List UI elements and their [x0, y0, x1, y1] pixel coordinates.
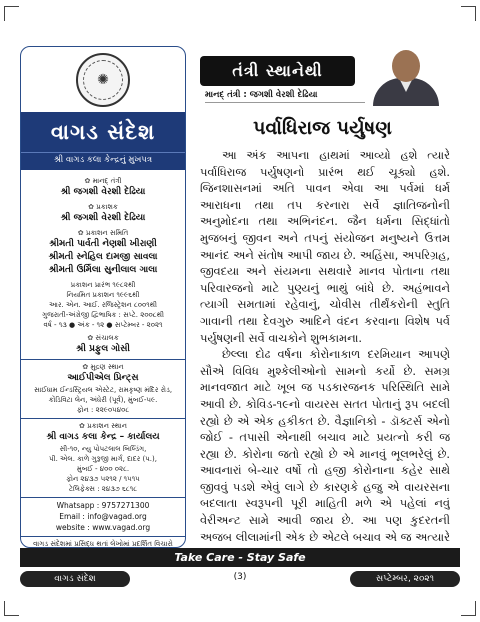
office-block: [27, 421, 179, 494]
emblem-icon: ✺: [83, 60, 123, 100]
website-address: website : www.vagad.org: [55, 523, 151, 532]
office-address-line: પી. એલ. કાળે ગુરૂજી માર્ગ, દાદર (પ.),: [49, 455, 157, 463]
sanchalak-label: ✿ સંચાલક: [27, 333, 179, 343]
editorial-byline: માનદ્ તંત્રી : જગશી વેરશી દેઢિયા: [205, 90, 365, 103]
reg-line: ગુજરાતી-અંગ્રેજી દ્વિભાષિક : સપ્ટે. ૨૦૦૮થી: [42, 311, 164, 319]
whatsapp-number: Whatsapp : 9757271300: [56, 501, 150, 510]
editor-name: શ્રી જગશી વેરશી દેઢિયા: [60, 187, 146, 197]
print-label: ✿ મુદ્રણ સ્થાન: [27, 362, 179, 372]
committee-member: શ્રીમતી સ્નેહિલ દામજી સાવલા: [48, 252, 158, 262]
crop-mark-bottom-right: [461, 601, 476, 616]
editor-photo-head: [392, 50, 420, 82]
page-number: (3): [233, 572, 247, 582]
publisher-name: શ્રી જગશી વેરશી દેઢિયા: [60, 213, 146, 223]
divider: [21, 536, 185, 537]
masthead-sidebar: [20, 46, 186, 548]
committee-member: શ્રીમતી ઉર્મિલા સુનીલાલ ગાલા: [48, 265, 158, 275]
printer-block: [27, 362, 179, 415]
article-body: [200, 147, 450, 543]
footer-issue-date: સપ્ટેમ્બર, ૨૦૨૧: [350, 571, 460, 587]
sanchalak-name: શ્રી પ્રફુલ ગોસી: [76, 344, 130, 354]
editor-block: [27, 176, 179, 199]
office-phone: ફોન ૨૪૩૭ ૫૨૧૨ / ૧૫૧૫: [66, 475, 140, 483]
divider: [21, 497, 185, 498]
office-label: ✿ પ્રકાશન સ્થાન: [27, 421, 179, 431]
masthead-title: વાગડ સંદેશ: [21, 112, 185, 152]
crop-mark-top-left: [4, 6, 19, 21]
committee-member: શ્રીમતી પાર્વતી નેણશી ખીરાણી: [49, 239, 157, 249]
publisher-label: ✿ પ્રકાશક: [27, 202, 179, 212]
footer-tagline: Take Care - Stay Safe: [20, 548, 460, 567]
committee-block: [27, 228, 179, 277]
disclaimer-note: વાગડ સંદેશમાં પ્રસિદ્ધ થતાં લેખોમાં પ્રદર્શિત વિચારો: [33, 540, 173, 548]
press-address-line: કોંડિવિટા લેન, અંધેરી (પૂર્વ), મુંબઈ-૫૯.: [48, 396, 158, 404]
article-paragraph: આ અંક આપના હાથમાં આવ્યો હશે ત્યારે પર્વાધિરાજ પર્યુષણનો પ્રારંભ થઈ ચૂક્યો હશે. જિનશાસનમાં અતિ પાવન એવા આ પર્વમાં ધર્મ આરાધના તથા તપ કરનારા સર્વે જ્ઞાતિજનોની અનુમોદના તથા અભિનંદન. જૈન ધર્મના સિદ્ધાંતો મુજબનું જીવન અને તપનું સંયોજન મનુષ્યને ઉત્તમ આનંદ અને સંતોષ આપી જાય છે. અહિંસા, અપરિગ્રહ, જીવદયા અને સંયમના સથવારે માનવ પોતાના તથા પરિવારજનો માટે પુણ્યનું ભાથું બાંધે છે. અહંભાવને ત્યાગી સમતામાં રહેવાનું, ચોવીસ તીર્થંકરોની સ્તુતિ ગાવાની તથા દેવગુરુ આદિને વંદન કરવાના વિશેષ પર્વ પર્યુષણની સર્વે વાચકોને શુભકામના.: [200, 148, 450, 345]
office-address-line: સી-૧૦, ન્યુ પોપટલાલ બિલ્ડિંગ,: [59, 445, 147, 453]
press-phone: ફોન : ૨૨૯૦૫૪૦૮: [76, 406, 130, 414]
press-name: આઈપીએલ પ્રિન્ટ્સ: [67, 373, 139, 383]
office-address-line: મુંબઈ - ૪૦૦ ૦૨૮.: [76, 465, 130, 473]
divider: [21, 359, 185, 360]
imprint: [21, 170, 185, 548]
office-name: શ્રી વાગડ કલા કેન્દ્ર – કાર્યાલય: [46, 432, 160, 442]
editor-label: ✿ માનદ્ તંત્રી: [27, 176, 179, 186]
editor-photo: [368, 46, 443, 106]
article-paragraph: છેલ્લા દોઢ વર્ષના કોરોનાકાળ દરમિયાન આપણે સૌએ વિવિધ મુશ્કેલીઓનો સામનો કર્યો છે. સમગ્ર માનવજાત માટે ખૂબ જ પડકારજનક પરિસ્થિતિ સામે આવી છે. કોવિડ-૧૯નો વાયરસ સતત પોતાનું રૂપ બદલી રહ્યો છે એ એક હકીકત છે. વૈજ્ઞાનિકો - ડૉક્ટર્સ એનો જોઈ - તપાસી એનાથી બચાવ માટે પ્રયત્નો કરી જ રહ્યા છે. કોરોના જતો રહ્યો છે એ માનવું ભૂલભરેલું છે. આવનારાં બે-ચાર વર્ષો તો હજી કોરોનાના કહેર સાથે જીવવું પડશે એવું લાગે છે કારણકે હજુ એ વાયરસના બદલાતા સ્વરૂપની પૂરી માહિતી મળે એ પહેલાં નવું વેરીઅન્ટ સામે આવી જાય છે. આ પણ કુદરતની અજબ લીલામાંની એક છે એટલે બચાવ એ જ અત્યારે: [200, 347, 450, 543]
contact-block: [27, 500, 179, 533]
email-address: Email : info@vagad.org: [59, 512, 147, 521]
crop-mark-bottom-left: [4, 601, 19, 616]
vagad-kala-kendra-logo: [76, 53, 130, 107]
divider: [21, 418, 185, 419]
editorial-banner: તંત્રી સ્થાનેથી: [200, 56, 355, 86]
reg-line: નિયમિત પ્રકાશન ૧૯૯૬થી: [66, 291, 140, 299]
registration-block: [27, 280, 179, 330]
sanchalak-block: [27, 333, 179, 356]
crop-mark-top-right: [461, 6, 476, 21]
logo-area: [21, 47, 185, 112]
article-title: પર્વાધિરાજ પર્યુષણ: [253, 117, 392, 139]
masthead-tagline: શ્રી વાગડ કલા કેન્દ્રનું મુખપત્ર: [21, 152, 185, 170]
publisher-block: [27, 202, 179, 225]
press-address-line: સાઈધામ ઈન્ડસ્ટ્રિયલ એસ્ટેટ, રામકૃષ્ણ મંદિર રોડ,: [33, 386, 173, 394]
reg-line: પ્રકાશન પ્રારંભ ૧૯૮૨થી: [70, 281, 136, 289]
issue-line: વર્ષ - ૧૩ ● અંક - ૧૨ ● સપ્ટેમ્બર - ૨૦૨૧: [43, 321, 163, 329]
footer-publication-name: વાગડ સંદેશ: [20, 571, 130, 587]
office-telefax: ટેલિફેક્સ : ૨૪૩૭ ૬૮૧૮: [68, 485, 138, 493]
committee-label: ✿ પ્રકાશન સમિતિ: [27, 228, 179, 238]
reg-line: આર. એન. આઈ. રજિસ્ટ્રેશન ૮૦૦૧થી: [48, 301, 158, 309]
